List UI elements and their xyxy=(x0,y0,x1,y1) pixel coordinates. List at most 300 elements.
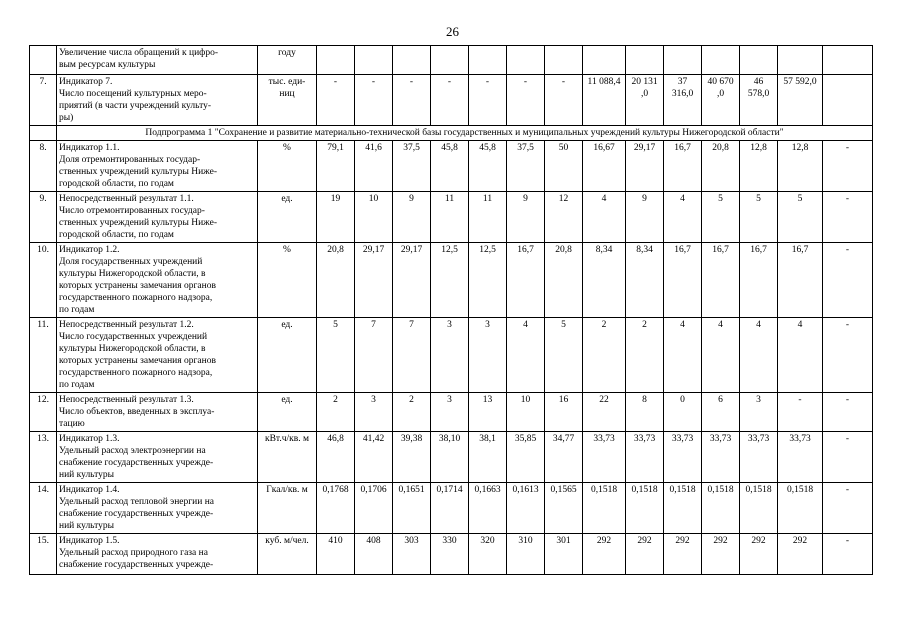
value-cell xyxy=(778,483,823,534)
value-cell xyxy=(778,192,823,243)
value-cell xyxy=(702,75,740,126)
value-cell-line: 16,7 xyxy=(791,245,809,255)
value-cell-line: 7 xyxy=(409,320,414,330)
value-cell-line: 5 xyxy=(718,194,723,204)
value-cell xyxy=(664,75,702,126)
unit-cell-line: ед. xyxy=(281,395,293,405)
value-cell-line: ,0 xyxy=(716,89,725,99)
value-cell-line: - xyxy=(845,395,850,405)
row-number: 13. xyxy=(30,432,57,483)
value-cell xyxy=(702,243,740,318)
indicator-name-line: по годам xyxy=(59,305,95,315)
value-cell xyxy=(583,192,626,243)
unit-cell xyxy=(258,393,317,432)
value-cell xyxy=(583,534,626,575)
value-cell-line: 12,8 xyxy=(791,143,809,153)
value-cell-line: 9 xyxy=(409,194,414,204)
value-cell xyxy=(469,192,507,243)
table-row xyxy=(30,318,873,393)
value-cell xyxy=(545,393,583,432)
value-cell-line: 35,85 xyxy=(514,434,537,444)
value-cell xyxy=(778,243,823,318)
indicator-name-line: ственных учреждений культуры Ниже- xyxy=(59,218,217,228)
value-cell xyxy=(740,192,778,243)
value-cell-line: 4 xyxy=(756,320,761,330)
value-cell-line: - xyxy=(845,194,850,204)
value-cell-line: 46 xyxy=(753,77,764,87)
value-cell-line: 45,8 xyxy=(441,143,458,153)
page-number: 26 xyxy=(446,24,459,39)
indicator-name-line: которых устранены замечания органов xyxy=(59,356,216,366)
value-cell-line: 3 xyxy=(485,320,490,330)
indicator-name-line: Число объектов, введенных в эксплуа- xyxy=(59,407,215,417)
value-cell xyxy=(431,141,469,192)
row-number: 12. xyxy=(30,393,57,432)
value-cell xyxy=(355,483,393,534)
indicator-name xyxy=(57,75,258,126)
indicator-name-line: вым ресурсам культуры xyxy=(59,60,156,70)
unit-cell-line: кВт.ч/кв. м xyxy=(264,434,310,444)
value-cell-line: 29,17 xyxy=(633,143,656,153)
indicator-name-line: снабжение государственных учрежде- xyxy=(59,458,214,468)
value-cell-line: 0,1518 xyxy=(631,485,658,495)
value-cell-line: 10 xyxy=(520,395,531,405)
value-cell xyxy=(583,483,626,534)
value-cell-line: 2 xyxy=(601,320,607,330)
value-cell xyxy=(664,393,702,432)
indicator-name-line: Удельный расход природного газа на xyxy=(59,548,208,558)
value-cell-line: 301 xyxy=(556,536,571,546)
value-cell-line: 4 xyxy=(718,320,723,330)
value-cell xyxy=(507,534,545,575)
value-cell xyxy=(778,46,823,75)
unit-cell-line: % xyxy=(283,245,291,255)
indicator-name xyxy=(57,141,258,192)
value-cell xyxy=(778,318,823,393)
value-cell-line: 310 xyxy=(518,536,533,546)
value-cell xyxy=(355,141,393,192)
value-cell-line: 8,34 xyxy=(636,245,653,255)
indicator-name-line: Число посещений культурных меро- xyxy=(59,89,207,99)
value-cell xyxy=(507,393,545,432)
value-cell xyxy=(626,534,664,575)
row-number: 15. xyxy=(30,534,57,575)
indicator-name-line: городской области, по годам xyxy=(59,230,174,240)
value-cell xyxy=(583,75,626,126)
value-cell xyxy=(469,243,507,318)
value-cell-line: 292 xyxy=(792,536,808,546)
value-cell xyxy=(431,75,469,126)
unit-cell-line: тыс. еди- xyxy=(268,77,306,87)
value-cell xyxy=(823,243,873,318)
subprogram-empty-cell xyxy=(30,126,57,141)
value-cell xyxy=(626,318,664,393)
value-cell-line: 292 xyxy=(675,536,690,546)
value-cell xyxy=(469,46,507,75)
value-cell xyxy=(702,393,740,432)
value-cell-line: 13 xyxy=(482,395,493,405)
indicator-name-line: снабжение государственных учрежде- xyxy=(59,509,214,519)
indicator-name-line: по годам xyxy=(59,380,95,390)
value-cell xyxy=(393,483,431,534)
value-cell xyxy=(626,393,664,432)
value-cell-line: 12,8 xyxy=(750,143,767,153)
value-cell xyxy=(740,141,778,192)
value-cell xyxy=(626,243,664,318)
indicator-name-line: Непосредственный результат 1.1. xyxy=(59,194,194,204)
value-cell xyxy=(740,534,778,575)
value-cell-line: 33,73 xyxy=(789,434,811,444)
value-cell xyxy=(823,432,873,483)
value-cell xyxy=(778,534,823,575)
value-cell xyxy=(823,75,873,126)
value-cell-line: 3 xyxy=(756,395,761,405)
value-cell xyxy=(355,46,393,75)
value-cell-line: 4 xyxy=(797,320,803,330)
value-cell xyxy=(431,192,469,243)
value-cell-line: 46,8 xyxy=(327,434,344,444)
value-cell xyxy=(431,243,469,318)
value-cell xyxy=(431,46,469,75)
indicator-name-line: культуры Нижегородской области, в xyxy=(59,344,206,354)
indicator-name-line: государственного пожарного надзора, xyxy=(59,293,213,303)
value-cell-line: 3 xyxy=(371,395,376,405)
subprogram-row xyxy=(30,126,873,141)
value-cell xyxy=(393,534,431,575)
value-cell xyxy=(545,141,583,192)
value-cell xyxy=(823,192,873,243)
value-cell xyxy=(778,141,823,192)
value-cell-line: 0,1518 xyxy=(786,485,814,495)
indicator-name-line: Число государственных учреждений xyxy=(59,332,208,342)
value-cell xyxy=(469,393,507,432)
value-cell-line: - xyxy=(561,77,566,87)
value-cell-line: 11 xyxy=(444,194,455,204)
value-cell-line: 33,73 xyxy=(747,434,770,444)
value-cell xyxy=(664,46,702,75)
indicator-name-line: Индикатор 1.4. xyxy=(59,485,120,495)
value-cell-line: 0,1613 xyxy=(512,485,539,495)
value-cell xyxy=(545,483,583,534)
value-cell-line: 5 xyxy=(797,194,803,204)
value-cell-line: 11 088,4 xyxy=(587,77,621,87)
value-cell-line: - xyxy=(485,77,490,87)
value-cell-line: 2 xyxy=(642,320,647,330)
value-cell xyxy=(545,243,583,318)
value-cell xyxy=(393,192,431,243)
indicator-name xyxy=(57,393,258,432)
unit-cell-line: ед. xyxy=(281,194,293,204)
value-cell xyxy=(702,192,740,243)
unit-cell-line: ед. xyxy=(281,320,293,330)
value-cell-line: - xyxy=(409,77,414,87)
indicator-name-line: культуры Нижегородской области, в xyxy=(59,269,206,279)
value-cell-line: - xyxy=(845,245,850,255)
value-cell-line: - xyxy=(371,77,376,87)
value-cell-line: 37 316,0 xyxy=(671,77,694,99)
value-cell xyxy=(431,432,469,483)
indicator-name-line: Индикатор 1.3. xyxy=(59,434,120,444)
value-cell xyxy=(583,432,626,483)
value-cell xyxy=(664,141,702,192)
value-cell-line: 0,1518 xyxy=(745,485,772,495)
value-cell xyxy=(507,483,545,534)
value-cell-line: 0,1706 xyxy=(360,485,387,495)
value-cell-line: 9 xyxy=(523,194,528,204)
value-cell-line: - xyxy=(798,395,802,405)
indicator-name-line: снабжение государственных учрежде- xyxy=(59,560,214,570)
value-cell-line: 0,1663 xyxy=(474,485,501,495)
value-cell xyxy=(507,75,545,126)
value-cell-line: 79,1 xyxy=(327,143,344,153)
unit-cell xyxy=(258,432,317,483)
value-cell xyxy=(823,393,873,432)
value-cell-line: 4 xyxy=(523,320,528,330)
indicator-name-line: Удельный расход электроэнергии на xyxy=(59,446,206,456)
indicator-name-line: ственных учреждений культуры Ниже- xyxy=(59,167,217,177)
value-cell-line: 8 xyxy=(642,395,647,405)
value-cell xyxy=(740,46,778,75)
value-cell-line: - xyxy=(447,77,452,87)
value-cell xyxy=(469,432,507,483)
value-cell xyxy=(317,46,355,75)
value-cell xyxy=(317,483,355,534)
value-cell xyxy=(393,432,431,483)
value-cell-line: 8,34 xyxy=(595,245,613,255)
table-row xyxy=(30,243,873,318)
value-cell-line: 303 xyxy=(404,536,419,546)
value-cell-line: 0,1518 xyxy=(707,485,734,495)
unit-cell xyxy=(258,46,317,75)
value-cell xyxy=(393,46,431,75)
indicator-name-line: Индикатор 7. xyxy=(59,77,113,87)
indicator-name-line: Непосредственный результат 1.3. xyxy=(59,395,194,405)
value-cell-line: 16 xyxy=(558,395,569,405)
value-cell xyxy=(778,432,823,483)
value-cell xyxy=(626,483,664,534)
value-cell-line: 12,5 xyxy=(479,245,496,255)
value-cell-line: - xyxy=(523,77,528,87)
row-number: 10. xyxy=(30,243,57,318)
value-cell xyxy=(317,192,355,243)
value-cell xyxy=(355,318,393,393)
value-cell-line: 20,8 xyxy=(327,245,344,255)
value-cell xyxy=(702,46,740,75)
unit-cell-line: куб. м/чел. xyxy=(265,536,309,546)
unit-cell-line: ниц xyxy=(279,89,295,99)
unit-cell-line: Гкал/кв. м xyxy=(266,485,308,495)
indicator-name-line: Непосредственный результат 1.2. xyxy=(59,320,194,330)
value-cell-line: 6 xyxy=(718,395,723,405)
value-cell xyxy=(740,432,778,483)
unit-cell-line: году xyxy=(278,48,296,58)
indicator-name-line: городской области, по годам xyxy=(59,179,174,189)
indicator-name-line: ры) xyxy=(59,113,74,123)
value-cell xyxy=(583,243,626,318)
value-cell xyxy=(431,534,469,575)
value-cell-line: 12 xyxy=(558,194,569,204)
value-cell xyxy=(355,534,393,575)
indicator-name-line: государственного пожарного надзора, xyxy=(59,368,213,378)
value-cell xyxy=(664,432,702,483)
value-cell-line: 320 xyxy=(480,536,495,546)
value-cell-line: 16,7 xyxy=(750,245,767,255)
value-cell-line: - xyxy=(845,536,850,546)
value-cell-line: 34,77 xyxy=(552,434,575,444)
value-cell-line: 5 xyxy=(756,194,761,204)
value-cell-line: 0,1518 xyxy=(669,485,696,495)
value-cell xyxy=(355,243,393,318)
value-cell xyxy=(740,243,778,318)
value-cell xyxy=(626,46,664,75)
table-row xyxy=(30,141,873,192)
value-cell xyxy=(626,141,664,192)
value-cell-line: 408 xyxy=(366,536,381,546)
value-cell-line: - xyxy=(333,77,338,87)
value-cell-line: 16,67 xyxy=(593,143,615,153)
value-cell xyxy=(664,243,702,318)
value-cell-line: 38,1 xyxy=(479,434,496,444)
value-cell-line: 20 131 xyxy=(631,77,658,87)
value-cell-line: 39,38 xyxy=(400,434,423,444)
value-cell xyxy=(702,141,740,192)
unit-cell-line: % xyxy=(283,143,291,153)
value-cell xyxy=(393,318,431,393)
value-cell-line: 33,73 xyxy=(709,434,732,444)
value-cell xyxy=(664,192,702,243)
value-cell-line: 33,73 xyxy=(593,434,615,444)
value-cell xyxy=(469,534,507,575)
value-cell xyxy=(469,483,507,534)
value-cell xyxy=(740,75,778,126)
row-number xyxy=(30,46,57,75)
value-cell xyxy=(702,432,740,483)
indicator-name-line: тацию xyxy=(59,419,85,429)
subprogram-title: Подпрограмма 1 "Сохранение и развитие материально-технической базы государственных и муниципальных учреждений культуры Нижегородской области" xyxy=(57,126,873,141)
value-cell-line: 292 xyxy=(751,536,766,546)
indicator-name-line: Индикатор 1.2. xyxy=(59,245,120,255)
indicator-name-line: Доля отремонтированных государ- xyxy=(59,155,201,165)
value-cell xyxy=(507,46,545,75)
value-cell-line: 20,8 xyxy=(555,245,572,255)
value-cell xyxy=(431,483,469,534)
indicators-table xyxy=(29,45,873,575)
value-cell-line: 37,5 xyxy=(517,143,534,153)
value-cell-line: 578,0 xyxy=(747,89,770,99)
indicator-name-line: Число отремонтированных государ- xyxy=(59,206,205,216)
value-cell-line: 16,7 xyxy=(517,245,534,255)
value-cell-line: 3 xyxy=(447,395,452,405)
value-cell xyxy=(317,75,355,126)
value-cell-line: 19 xyxy=(330,194,341,204)
value-cell xyxy=(507,192,545,243)
value-cell-line: 4 xyxy=(680,194,685,204)
value-cell xyxy=(702,318,740,393)
value-cell xyxy=(317,534,355,575)
value-cell-line: 2 xyxy=(409,395,414,405)
value-cell xyxy=(626,75,664,126)
value-cell xyxy=(740,483,778,534)
value-cell xyxy=(507,243,545,318)
value-cell-line: 0,1768 xyxy=(322,485,349,495)
indicator-name xyxy=(57,46,258,75)
value-cell-line: 3 xyxy=(447,320,452,330)
indicator-name-line: Доля государственных учреждений xyxy=(59,257,203,267)
value-cell xyxy=(317,243,355,318)
indicator-name-line: приятий (в части учреждений культу- xyxy=(59,101,212,111)
value-cell-line: ,0 xyxy=(640,89,649,99)
value-cell-line: 292 xyxy=(637,536,652,546)
value-cell-line: 38,10 xyxy=(438,434,461,444)
value-cell-line: 9 xyxy=(642,194,647,204)
table-row xyxy=(30,192,873,243)
value-cell-line: - xyxy=(845,434,850,444)
value-cell xyxy=(393,141,431,192)
value-cell xyxy=(355,192,393,243)
value-cell-line: 4 xyxy=(680,320,685,330)
value-cell xyxy=(355,393,393,432)
value-cell xyxy=(507,141,545,192)
row-number: 7. xyxy=(30,75,57,126)
value-cell xyxy=(545,75,583,126)
value-cell xyxy=(740,393,778,432)
value-cell-line: 57 592,0 xyxy=(783,77,817,87)
value-cell-line: 5 xyxy=(561,320,566,330)
row-number: 9. xyxy=(30,192,57,243)
indicator-name xyxy=(57,192,258,243)
value-cell xyxy=(545,192,583,243)
value-cell-line: 16,7 xyxy=(674,143,691,153)
table-row xyxy=(30,432,873,483)
unit-cell xyxy=(258,318,317,393)
value-cell xyxy=(664,483,702,534)
table-row xyxy=(30,393,873,432)
indicator-name-line: ний культуры xyxy=(59,521,115,531)
value-cell xyxy=(823,318,873,393)
value-cell xyxy=(469,318,507,393)
value-cell-line: 292 xyxy=(713,536,728,546)
value-cell xyxy=(317,141,355,192)
indicator-name-line: Индикатор 1.5. xyxy=(59,536,120,546)
value-cell xyxy=(469,141,507,192)
value-cell-line: 0,1651 xyxy=(398,485,425,495)
value-cell-line: 330 xyxy=(442,536,457,546)
value-cell xyxy=(823,483,873,534)
value-cell xyxy=(778,393,823,432)
value-cell xyxy=(545,534,583,575)
value-cell xyxy=(431,318,469,393)
unit-cell xyxy=(258,75,317,126)
value-cell-line: 33,73 xyxy=(671,434,694,444)
indicator-name-line: которых устранены замечания органов xyxy=(59,281,216,291)
value-cell xyxy=(355,75,393,126)
value-cell-line: 45,8 xyxy=(479,143,496,153)
indicator-name xyxy=(57,432,258,483)
value-cell-line: 4 xyxy=(601,194,607,204)
indicator-name xyxy=(57,318,258,393)
table-row xyxy=(30,46,873,75)
indicator-name xyxy=(57,483,258,534)
value-cell xyxy=(507,432,545,483)
value-cell xyxy=(583,393,626,432)
value-cell xyxy=(317,393,355,432)
value-cell xyxy=(355,432,393,483)
row-number: 11. xyxy=(30,318,57,393)
indicator-name xyxy=(57,534,258,575)
value-cell-line: 29,17 xyxy=(362,245,385,255)
unit-cell xyxy=(258,483,317,534)
value-cell xyxy=(664,534,702,575)
